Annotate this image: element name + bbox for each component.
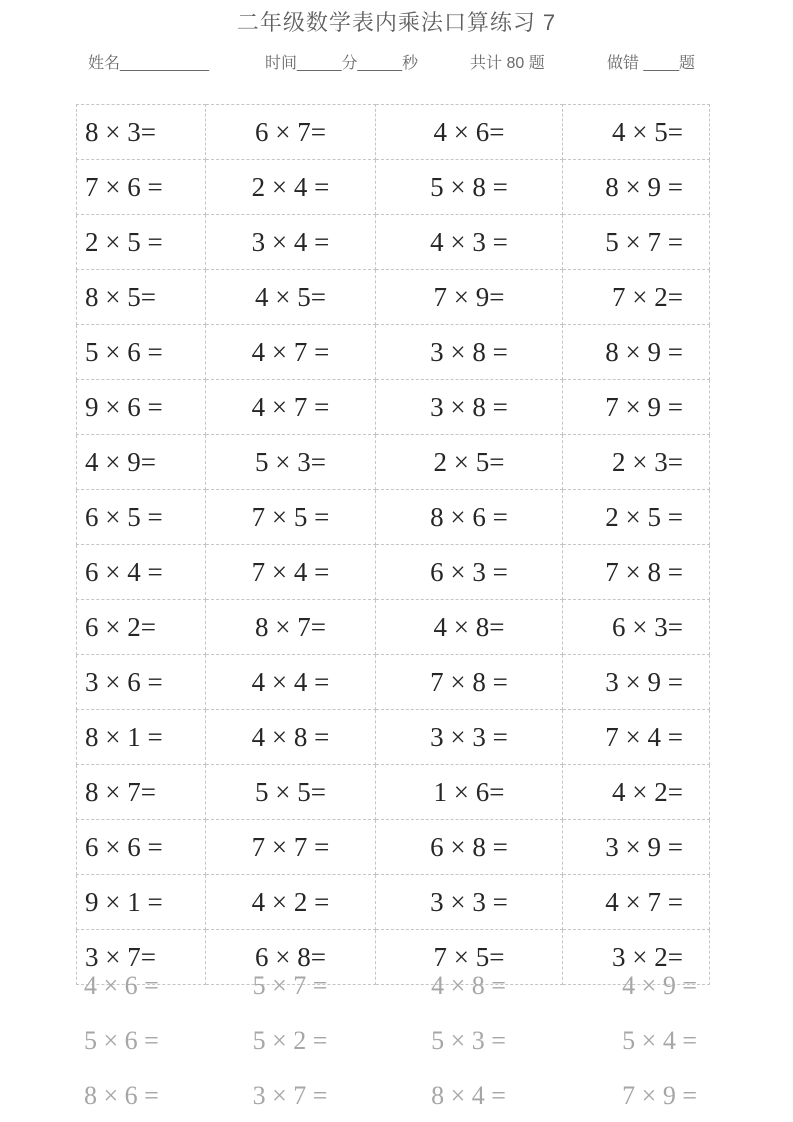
table-row	[77, 875, 710, 930]
problem-cell: 8 × 5=	[77, 270, 206, 325]
problem-cell: 4 × 3 =	[376, 215, 563, 270]
problem-cell: 3 × 4 =	[206, 215, 376, 270]
problem-faded: 5 × 6 =	[84, 1025, 159, 1055]
problem-cell: 4 × 6=	[376, 105, 563, 160]
problem-cell: 8 × 3=	[77, 105, 206, 160]
problem-cell: 6 × 5 =	[77, 490, 206, 545]
problem-cell: 8 × 7=	[206, 600, 376, 655]
problem-faded: 5 × 2 =	[252, 1025, 328, 1055]
problem-cell: 2 × 5=	[376, 435, 563, 490]
problem-cell: 4 × 7 =	[206, 380, 376, 435]
table-row	[77, 380, 710, 435]
extra-row	[76, 958, 709, 1013]
problem-cell: 6 × 3 =	[376, 545, 563, 600]
problem-cell: 3 × 7=	[77, 930, 206, 985]
problem-cell: 5 × 5=	[206, 765, 376, 820]
problem-faded: 5 × 7 =	[252, 970, 328, 1000]
problem-faded: 3 × 7 =	[252, 1080, 328, 1110]
problem-cell: 4 × 5=	[206, 270, 376, 325]
table-row	[77, 215, 710, 270]
problem-cell: 4 × 5=	[563, 105, 710, 160]
problem-cell: 2 × 5 =	[77, 215, 206, 270]
table-row	[77, 765, 710, 820]
table-row	[77, 600, 710, 655]
problem-cell: 9 × 1 =	[77, 875, 206, 930]
problem-cell: 3 × 8 =	[376, 380, 563, 435]
problem-cell: 5 × 3=	[206, 435, 376, 490]
problem-cell: 8 × 7=	[77, 765, 206, 820]
problem-cell: 4 × 9=	[77, 435, 206, 490]
problem-cell: 7 × 9 =	[563, 380, 710, 435]
problem-cell: 4 × 7 =	[206, 325, 376, 380]
problem-cell: 3 × 6 =	[77, 655, 206, 710]
problem-cell: 5 × 8 =	[376, 160, 563, 215]
problem-cell: 2 × 3=	[563, 435, 710, 490]
problem-faded: 4 × 9 =	[622, 970, 697, 1000]
problem-cell: 3 × 2=	[563, 930, 710, 985]
problem-cell: 3 × 3 =	[376, 875, 563, 930]
problem-cell: 6 × 3=	[563, 600, 710, 655]
problem-cell: 7 × 5 =	[206, 490, 376, 545]
table-row	[77, 435, 710, 490]
table-row	[77, 325, 710, 380]
problem-cell: 2 × 5 =	[563, 490, 710, 545]
problem-cell: 8 × 9 =	[563, 325, 710, 380]
problem-cell: 7 × 4 =	[206, 545, 376, 600]
table-row	[77, 820, 710, 875]
problem-cell: 6 × 8 =	[376, 820, 563, 875]
problem-faded: 4 × 8 =	[431, 970, 506, 1000]
problems-table	[76, 104, 710, 985]
table-row	[77, 105, 710, 160]
problem-cell: 6 × 7=	[206, 105, 376, 160]
mistakes-blank-label: 做错 ____题	[607, 55, 696, 72]
problem-cell: 7 × 5=	[376, 930, 563, 985]
problem-cell: 8 × 6 =	[376, 490, 563, 545]
problem-faded: 4 × 6 =	[84, 970, 159, 1000]
table-row	[77, 160, 710, 215]
problem-faded: 5 × 3 =	[431, 1025, 506, 1055]
problem-cell: 3 × 8 =	[376, 325, 563, 380]
problem-cell: 6 × 2=	[77, 600, 206, 655]
problem-cell: 4 × 2 =	[206, 875, 376, 930]
problem-cell: 1 × 6=	[376, 765, 563, 820]
problem-cell: 4 × 8 =	[206, 710, 376, 765]
table-row	[77, 710, 710, 765]
problem-cell: 7 × 2=	[563, 270, 710, 325]
problem-cell: 3 × 3 =	[376, 710, 563, 765]
problem-faded: 5 × 4 =	[622, 1025, 697, 1055]
total-count-label: 共计 80 题	[470, 55, 545, 72]
problem-faded: 8 × 6 =	[84, 1080, 159, 1110]
problem-cell: 8 × 9 =	[563, 160, 710, 215]
extra-row	[76, 1068, 709, 1122]
time-blank-label: 时间_____分_____秒	[265, 55, 418, 72]
problem-cell: 9 × 6 =	[77, 380, 206, 435]
problem-cell: 4 × 2=	[563, 765, 710, 820]
problem-cell: 7 × 8 =	[376, 655, 563, 710]
table-row	[77, 655, 710, 710]
problem-cell: 5 × 6 =	[77, 325, 206, 380]
problem-cell: 5 × 7 =	[563, 215, 710, 270]
problem-cell: 2 × 4 =	[206, 160, 376, 215]
problem-cell: 8 × 1 =	[77, 710, 206, 765]
worksheet-header	[76, 50, 716, 76]
problem-cell: 3 × 9 =	[563, 655, 710, 710]
problem-cell: 4 × 4 =	[206, 655, 376, 710]
problem-cell: 6 × 8=	[206, 930, 376, 985]
table-row	[77, 270, 710, 325]
problem-cell: 4 × 7 =	[563, 875, 710, 930]
problem-faded: 7 × 9 =	[622, 1080, 697, 1110]
table-row	[77, 545, 710, 600]
problem-faded: 8 × 4 =	[431, 1080, 506, 1110]
extra-row	[76, 1013, 709, 1068]
problem-cell: 6 × 4 =	[77, 545, 206, 600]
problem-cell: 7 × 4 =	[563, 710, 710, 765]
problem-cell: 4 × 8=	[376, 600, 563, 655]
problem-cell: 7 × 7 =	[206, 820, 376, 875]
name-blank-label: 姓名__________	[88, 55, 209, 72]
problem-cell: 7 × 6 =	[77, 160, 206, 215]
extra-problems-section	[76, 958, 709, 1122]
page-title: 二年级数学表内乘法口算练习 7	[236, 10, 557, 35]
problem-cell: 7 × 8 =	[563, 545, 710, 600]
problem-cell: 7 × 9=	[376, 270, 563, 325]
problem-cell: 3 × 9 =	[563, 820, 710, 875]
table-row	[77, 490, 710, 545]
problem-cell: 6 × 6 =	[77, 820, 206, 875]
